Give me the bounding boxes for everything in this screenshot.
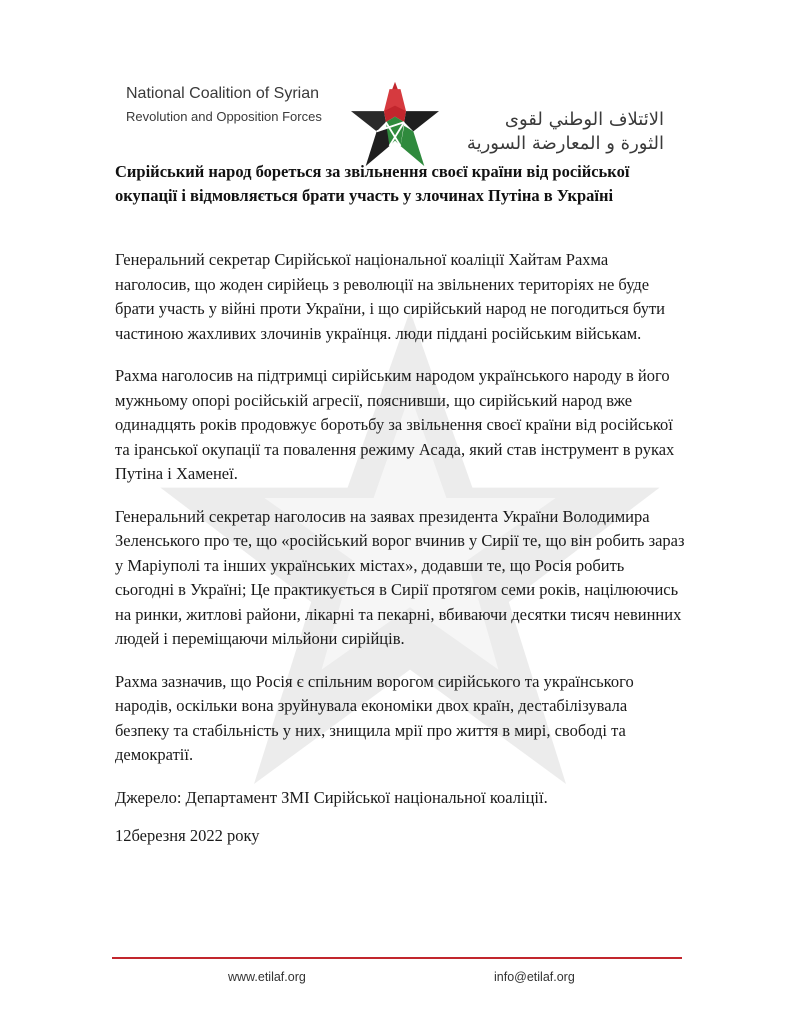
org-name-english-line2: Revolution and Opposition Forces [126, 109, 322, 124]
document-date: 12березня 2022 року [115, 826, 260, 845]
paragraph-4: Рахма зазначив, що Росія є спільним ворогом сирійського та українського народів, оскільки вона зруйнувала економіки двох країн, дестабілізувала безпеку та стабільність у них, знищила мрії про життя в мирі, свободі та демократії. [115, 671, 634, 764]
org-name-arabic-line1: الائتلاف الوطني لقوى [504, 109, 664, 130]
org-name-arabic [467, 108, 664, 156]
org-name-english-line1: National Coalition of Syrian [126, 85, 319, 102]
footer-divider [112, 957, 682, 959]
paragraph-3: Генеральний секретар наголосив на заявах президента України Володимира Зеленського про те, що «російський ворог вчинив у Сирії те, що він робить зараз у Маріуполі та інших українських містах», додавши те, що Росія робить сьогодні в Україні; Це практикується в Сирії протягом семи років, націлюючись на ринки, житлові райони, лікарні та пекарні, вбиваючи десятки тисяч невинних людей і переміщаючи мільйони сирійців. [115, 506, 685, 648]
paragraph-2: Рахма наголосив на підтримці сирійським народом українського народу в його мужньому опорі російській агресії, пояснивши, що сирійський народ вже одинадцять років продовжує боротьбу за звільнення своєї країни від російської та іранської окупації та повалення режиму Асада, який став інструмент в руках Путіна і Хаменеї. [115, 366, 675, 483]
org-name-english [126, 83, 322, 127]
footer-website-link[interactable]: www.etilaf.org [228, 970, 306, 984]
footer-email-link[interactable]: info@etilaf.org [494, 970, 575, 984]
letterhead [0, 40, 794, 154]
source-line: Джерело: Департамент ЗМІ Сирійської національної коаліції. [115, 787, 548, 807]
document-title: Сирійський народ бореться за звільнення своєї країни від російської окупації і відмовляється брати участь у злочинах Путіна в Україні [115, 162, 630, 205]
coalition-star-logo-icon [349, 80, 441, 168]
org-name-arabic-line2: الثورة و المعارضة السورية [466, 133, 664, 154]
paragraph-1: Генеральний секретар Сирійської національної коаліції Хайтам Рахма наголосив, що жоден сирійець з революції на звільнених територіях не буде брати участь у війні проти України, і що сирійський народ не погодиться бути частиною жахливих злочинів українця. люди піддані російським військам. [115, 250, 665, 343]
document-body [115, 160, 685, 867]
